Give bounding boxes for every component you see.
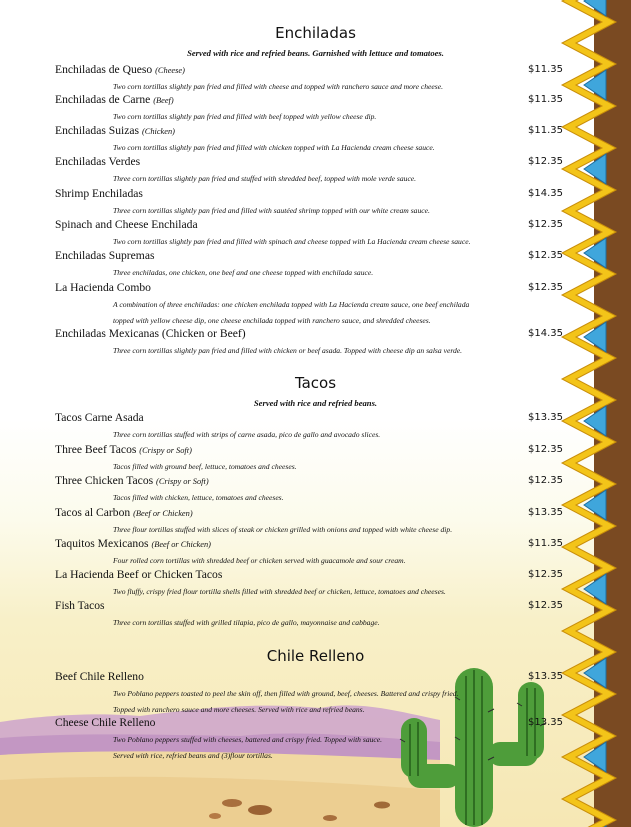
menu-item-title: Three Chicken Tacos bbox=[55, 474, 154, 487]
menu-item-title: Enchiladas Supremas bbox=[55, 249, 155, 262]
menu-item-price: $12.35 bbox=[528, 444, 563, 455]
menu-item-price: $12.35 bbox=[528, 219, 563, 230]
menu-item-price: $12.35 bbox=[528, 282, 563, 293]
menu-item-title: Fish Tacos bbox=[55, 599, 105, 612]
menu-item-description: Three corn tortillas slightly pan fried and filled with chicken or beef asada. Topped with cheese dip an salsa verde. bbox=[113, 346, 463, 355]
menu-item-name bbox=[55, 716, 155, 729]
menu-item-description: Three flour tortillas stuffed with slices of steak or chicken grilled with onions and topped with white cheese dip. bbox=[113, 525, 453, 534]
menu-item-description: Tacos filled with chicken, lettuce, tomatoes and cheeses. bbox=[113, 493, 284, 502]
menu-item-name bbox=[55, 63, 185, 76]
menu-item-description: Two corn tortillas slightly pan fried and filled with spinach and cheese topped with La Hacienda cream cheese sauce. bbox=[113, 237, 471, 246]
menu-item-price: $14.35 bbox=[528, 188, 563, 199]
menu-item-qualifier: (Beef or Chicken) bbox=[151, 540, 211, 549]
menu-item-title: Tacos al Carbon bbox=[55, 506, 131, 519]
menu-item-price: $14.35 bbox=[528, 328, 563, 339]
menu-item-description: Three corn tortillas slightly pan fried and stuffed with shredded beef, topped with mole verde sauce. bbox=[113, 174, 417, 183]
menu-item-name bbox=[55, 443, 192, 456]
menu-item-title: Three Beef Tacos bbox=[55, 443, 137, 456]
menu-item-qualifier: (Beef) bbox=[153, 96, 174, 105]
menu-item-title: Enchiladas Verdes bbox=[55, 155, 141, 168]
menu-item-title: Cheese Chile Relleno bbox=[55, 716, 156, 729]
menu-item-price: $13.35 bbox=[528, 671, 563, 682]
menu-item-name bbox=[55, 155, 140, 168]
menu-item-name bbox=[55, 124, 175, 137]
menu-item-title: Tacos Carne Asada bbox=[55, 411, 144, 424]
menu-item-title: Enchiladas de Carne bbox=[55, 93, 151, 106]
menu-item-qualifier: (Chicken) bbox=[141, 127, 175, 136]
menu-item-name bbox=[55, 474, 209, 487]
menu-item-description: Topped with ranchero sauce and more cheeses. Served with rice and refried beans. bbox=[113, 705, 365, 714]
menu-item-description: Served with rice, refried beans and (3)flour tortillas. bbox=[113, 751, 273, 760]
menu-item-name bbox=[55, 506, 193, 519]
menu-item-title: Beef Chile Relleno bbox=[55, 670, 144, 683]
menu-item-description: Tacos filled with ground beef, lettuce, tomatoes and cheeses. bbox=[113, 462, 297, 471]
menu-item-price: $11.35 bbox=[528, 64, 563, 75]
menu-item-price: $13.35 bbox=[528, 717, 563, 728]
menu-item-description: Four rolled corn tortillas with shredded beef or chicken served with guacamole and sour cream. bbox=[113, 556, 406, 565]
menu-item-title: Taquitos Mexicanos bbox=[55, 537, 149, 550]
menu-item-name bbox=[55, 568, 222, 581]
menu-item-description: Three corn tortillas stuffed with grilled tilapia, pico de gallo, mayonnaise and cabbage. bbox=[113, 618, 380, 627]
menu-item-name bbox=[55, 249, 155, 262]
menu-item-name bbox=[55, 187, 143, 200]
menu-item-description: Two corn tortillas slightly pan fried and filled with beef topped with yellow cheese dip. bbox=[113, 112, 377, 121]
menu-item-price: $11.35 bbox=[528, 538, 563, 549]
menu-item-description: Three enchiladas, one chicken, one beef and one cheese topped with enchilada sauce. bbox=[113, 268, 374, 277]
menu-item-description: Three corn tortillas slightly pan fried and filled with sautéed shrimp topped with our white cream sauce. bbox=[113, 206, 430, 215]
menu-item-description: Two corn tortillas slightly pan fried and filled with cheese and topped with ranchero sauce and more cheese. bbox=[113, 82, 444, 91]
menu-item-name bbox=[55, 411, 144, 424]
menu-item-name bbox=[55, 93, 174, 106]
menu-item-title: La Hacienda Beef or Chicken Tacos bbox=[55, 568, 223, 581]
menu-item-qualifier: (Crispy or Soft) bbox=[139, 446, 192, 455]
menu-item-price: $11.35 bbox=[528, 125, 563, 136]
section-title: Chile Relleno bbox=[266, 647, 365, 665]
menu-item-qualifier: (Cheese) bbox=[155, 66, 185, 75]
menu-item-price: $12.35 bbox=[528, 569, 563, 580]
menu-item-name bbox=[55, 327, 246, 340]
menu-item-price: $12.35 bbox=[528, 250, 563, 261]
menu-item-title: Enchiladas Suizas bbox=[55, 124, 140, 137]
menu-item-price: $12.35 bbox=[528, 156, 563, 167]
menu-item-price: $12.35 bbox=[528, 475, 563, 486]
menu-item-description: Two Poblano peppers toasted to peel the skin off, then filled with ground, beef, cheeses. Battered and crispy fried. bbox=[113, 689, 459, 698]
menu-item-price: $12.35 bbox=[528, 600, 563, 611]
menu-item-qualifier: (Beef or Chicken) bbox=[133, 509, 193, 518]
section-note: Served with rice and refried beans. bbox=[253, 398, 378, 408]
menu-item-qualifier: (Crispy or Soft) bbox=[156, 477, 209, 486]
menu-item-name bbox=[55, 537, 211, 550]
section-note: Served with rice and refried beans. Garnished with lettuce and tomatoes. bbox=[187, 48, 444, 58]
menu-item-description: topped with yellow cheese dip, one cheese enchilada topped with ranchero sauce, and shredded cheeses. bbox=[113, 316, 431, 325]
menu-item-title: Enchiladas de Queso bbox=[55, 63, 153, 76]
section-title: Enchiladas bbox=[275, 24, 356, 42]
menu-item-description: A combination of three enchiladas: one chicken enchilada topped with La Hacienda cream sauce, one beef enchilada bbox=[113, 300, 470, 309]
menu-item-title: La Hacienda Combo bbox=[55, 281, 151, 294]
section-title: Tacos bbox=[294, 374, 337, 392]
menu-item-title: Spinach and Cheese Enchilada bbox=[55, 218, 198, 231]
menu-item-name bbox=[55, 218, 198, 231]
menu-item-description: Three corn tortillas stuffed with strips of carne asada, pico de gallo and avocado slices. bbox=[113, 430, 381, 439]
menu-item-price: $11.35 bbox=[528, 94, 563, 105]
menu-item-description: Two corn tortillas slightly pan fried and filled with chicken topped with La Hacienda cream cheese sauce. bbox=[113, 143, 435, 152]
menu-item-price: $13.35 bbox=[528, 507, 563, 518]
menu-item-title: Shrimp Enchiladas bbox=[55, 187, 143, 200]
menu-item-price: $13.35 bbox=[528, 412, 563, 423]
menu-item-title: Enchiladas Mexicanas (Chicken or Beef) bbox=[55, 327, 246, 340]
menu-item-name bbox=[55, 599, 105, 612]
menu-item-name bbox=[55, 281, 151, 294]
menu-item-description: Two Poblano peppers stuffed with cheeses, battered and crispy fried. Topped with sauce. bbox=[113, 735, 383, 744]
menu-item-name bbox=[55, 670, 144, 683]
menu-item-description: Two fluffy, crispy fried flour tortilla shells filled with shredded beef or chicken, lettuce, tomatoes and cheeses. bbox=[113, 587, 446, 596]
